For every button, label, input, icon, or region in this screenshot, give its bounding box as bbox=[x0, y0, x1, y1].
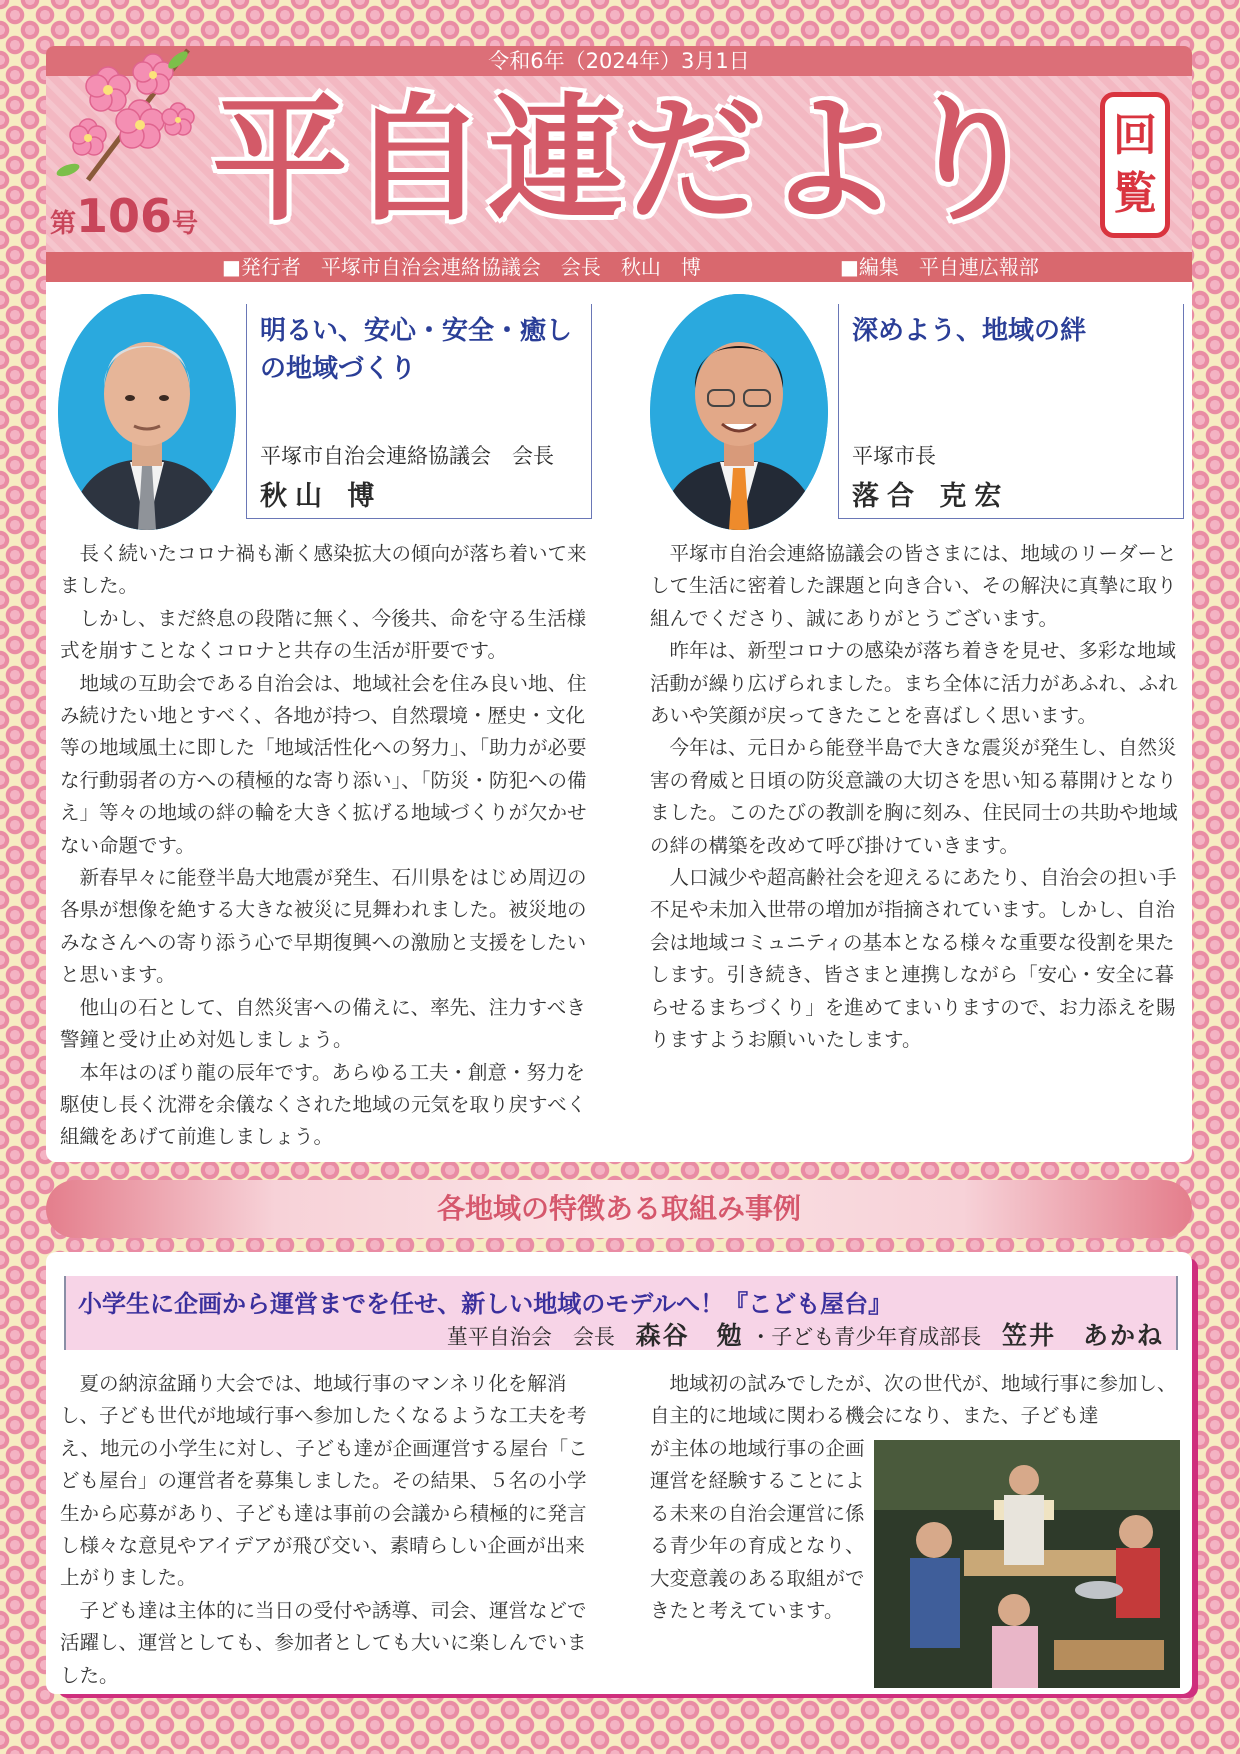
case-title: 小学生に企画から運営までを任せ、新しい地域のモデルへ！『こども屋台』 bbox=[78, 1290, 893, 1318]
publisher-text: ■発行者 平塚市自治会連絡協議会 会長 秋山 博 bbox=[222, 255, 701, 279]
case-right-paragraph-top: 地域初の試みでしたが、次の世代が、地域行事に参加し、自主的に地域に関わる機会になり、また、子ども達 bbox=[650, 1372, 1177, 1428]
chairman-photo bbox=[58, 294, 236, 530]
mayor-headline: 深めよう、地域の絆 bbox=[852, 316, 1087, 346]
circulation-stamp-char-1: 回 bbox=[1113, 110, 1157, 161]
byline-name-1: 森谷 勉 bbox=[635, 1321, 744, 1350]
mayor-portrait-icon bbox=[650, 294, 828, 530]
case-text-right-top bbox=[650, 1368, 1182, 1433]
case-text-left bbox=[60, 1368, 592, 1692]
issue-prefix: 第 bbox=[50, 209, 77, 239]
issue-number bbox=[50, 186, 210, 246]
chairman-paragraph: 地域の互助会である自治会は、地域社会を住み良い地、住み続けたい地とすべく、各地が持つ、自然環境・歴史・文化等の地域風土に即した「地域活性化への努力」、「助力が必要な行動弱者の方への積極的な寄り添い」、「防災・防犯への備え」等々の地域の絆の輪を大きく拡げる地域づくりが欠かせない命題です。 bbox=[60, 671, 587, 857]
mayor-paragraph: 人口減少や超高齢社会を迎えるにあたり、自治会の担い手不足や未加入世帯の増加が指摘されています。しかし、自治会は地域コミュニティの基本となる様々な重要な役割を果たします。引き続き、皆さまと連携しながら「安心・安全に暮らせるまちづくり」を進めてまいりますので、お力添えを賜りますようお願いいたします。 bbox=[650, 866, 1177, 1052]
chairman-headline-line-1: 明るい、安心・安全・癒し bbox=[260, 316, 573, 346]
mayor-paragraph: 平塚市自治会連絡協議会の皆さまには、地域のリーダーとして生活に密着した課題と向き合い、その解決に真摯に取り組んでくださり、誠にありがとうございます。 bbox=[650, 542, 1177, 630]
circulation-stamp-char-2: 覧 bbox=[1113, 168, 1157, 219]
chairman-paragraph: 本年はのぼり龍の辰年です。あらゆる工夫・創意・努力を駆使し長く沈滞を余儀なくされた地域の元気を取り戻すべく組織をあげて前進しましょう。 bbox=[60, 1060, 587, 1149]
festival-photo-icon bbox=[874, 1440, 1180, 1688]
editor-text: ■編集 平自連広報部 bbox=[840, 255, 1039, 279]
issue-suffix: 号 bbox=[172, 209, 199, 239]
chairman-paragraph: 他山の石として、自然災害への備えに、率先、注力すべき警鐘と受け止め対処しましょう。 bbox=[60, 995, 586, 1052]
issue-date: 令和6年（2024年）3月1日 bbox=[46, 46, 1192, 76]
issue-number-value: 106 bbox=[76, 189, 173, 243]
chairman-role: 平塚市自治会連絡協議会 会長 bbox=[260, 444, 554, 468]
byline-role-1: 堇平自治会 会長 bbox=[446, 1325, 615, 1349]
case-left-paragraph: 夏の納涼盆踊り大会では、地域行事のマンネリ化を解消し、子ども世代が地域行事へ参加したくなるような工夫を考え、地元の小学生に対し、子ども達が企画運営する屋台「こども屋台」の運営者を募集しました。その結果、５名の小学生から応募があり、子ども達は事前の会議から積極的に発言し様々な意見やアイデアが飛び交い、素晴らしい企画が出来上がりました。 bbox=[60, 1372, 588, 1590]
byline-role-2: ・子ども青少年育成部長 bbox=[750, 1325, 982, 1349]
chairman-message bbox=[60, 538, 592, 1154]
mayor-paragraph: 今年は、元日から能登半島で大きな震災が発生し、自然災害の脅威と日頃の防災意識の大切さを思い知る幕開けとなりました。このたびの教訓を胸に刻み、住民同士の共助や地域の絆の構築を改めて呼び掛けていきます。 bbox=[650, 736, 1178, 857]
byline-name-2: 笠井 あかね bbox=[1001, 1321, 1164, 1350]
circulation-stamp bbox=[1100, 92, 1170, 238]
event-photo bbox=[874, 1440, 1180, 1688]
mayor-message bbox=[650, 538, 1182, 1057]
chairman-paragraph: 新春早々に能登半島大地震が発生、石川県をはじめ周辺の各県が想像を絶する大きな被災に見舞われました。被災地のみなさんへの寄り添う心で早期復興への激励と支援をしたいと思います。 bbox=[60, 866, 587, 987]
cherry-blossom-icon bbox=[48, 30, 208, 190]
case-left-paragraph: 子ども達は主体的に当日の受付や誘導、司会、運営などで活躍し、運営としても、参加者としても大いに楽しんでいました。 bbox=[60, 1598, 587, 1687]
chairman-headline-line-2: の地域づくり bbox=[260, 354, 417, 384]
mayor-role: 平塚市長 bbox=[852, 444, 936, 468]
chairman-name: 秋山 博 bbox=[260, 481, 383, 512]
chairman-paragraph: しかし、まだ終息の段階に無く、今後共、命を守る生活様式を崩すことなくコロナと共存の生活が肝要です。 bbox=[60, 606, 587, 663]
publisher-bar bbox=[46, 252, 1192, 282]
chairman-portrait-icon bbox=[58, 294, 236, 530]
chairman-headline bbox=[260, 312, 580, 388]
mayor-paragraph: 昨年は、新型コロナの感染が落ち着きを見せ、多彩な地域活動が繰り広げられました。まち全体に活力があふれ、ふれあいや笑顔が戻ってきたことを喜ばしく思います。 bbox=[650, 639, 1178, 728]
case-text-right-narrow bbox=[650, 1433, 868, 1627]
case-byline bbox=[447, 1316, 1164, 1352]
section-banner: 各地域の特徴ある取組み事例 bbox=[46, 1180, 1192, 1238]
chairman-paragraph: 長く続いたコロナ禍も漸く感染拡大の傾向が落ち着いて来ました。 bbox=[60, 542, 587, 598]
mayor-name: 落合 克宏 bbox=[852, 481, 1010, 512]
mayor-photo bbox=[650, 294, 828, 530]
newsletter-title: 平自連だより bbox=[212, 82, 1040, 240]
case-right-paragraph-narrow: が主体の地域行事の企画運営を経験することによる未来の自治会運営に係る青少年の育成となり、大変意義のある取組ができたと考えています。 bbox=[650, 1437, 865, 1623]
